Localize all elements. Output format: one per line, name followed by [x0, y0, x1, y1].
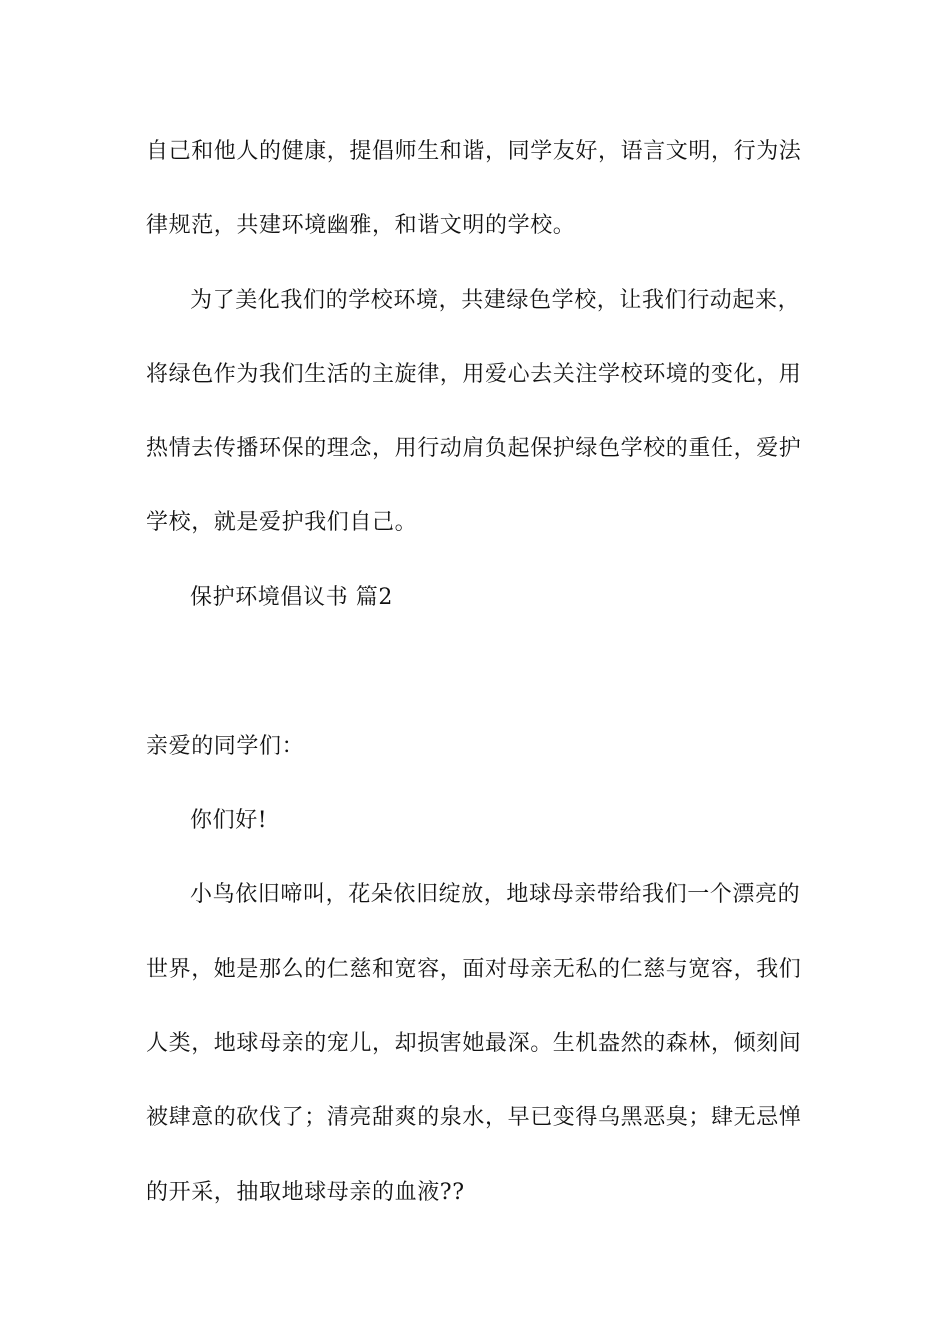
greeting: 你们好! — [190, 808, 268, 833]
paragraph-line: 人类，地球母亲的宠儿，却损害她最深。生机盎然的森林，倾刻间 — [146, 1031, 802, 1056]
salutation: 亲爱的同学们： — [146, 734, 305, 759]
paragraph-line: 将绿色作为我们生活的主旋律，用爱心去关注学校环境的变化，用 — [146, 362, 802, 387]
paragraph-line: 世界，她是那么的仁慈和宽容，面对母亲无私的仁慈与宽容，我们 — [146, 957, 802, 982]
paragraph-line: 小鸟依旧啼叫，花朵依旧绽放，地球母亲带给我们一个漂亮的 — [190, 882, 801, 907]
paragraph-line: 热情去传播环保的理念，用行动肩负起保护绿色学校的重任，爱护 — [146, 436, 802, 461]
paragraph-line: 被肆意的砍伐了；清亮甜爽的泉水，早已变得乌黑恶臭；肆无忌惮 — [146, 1105, 802, 1130]
paragraph-line: 律规范，共建环境幽雅，和谐文明的学校。 — [146, 213, 576, 238]
paragraph-line: 学校，就是爱护我们自己。 — [146, 510, 418, 535]
paragraph-line: 的开采，抽取地球母亲的血液?? — [146, 1180, 465, 1205]
paragraph-line: 为了美化我们的学校环境，共建绿色学校，让我们行动起来， — [190, 288, 801, 313]
section-heading: 保护环境倡议书 篇2 — [190, 585, 393, 610]
paragraph-line: 自己和他人的健康，提倡师生和谐，同学友好，语言文明，行为法 — [146, 139, 802, 164]
